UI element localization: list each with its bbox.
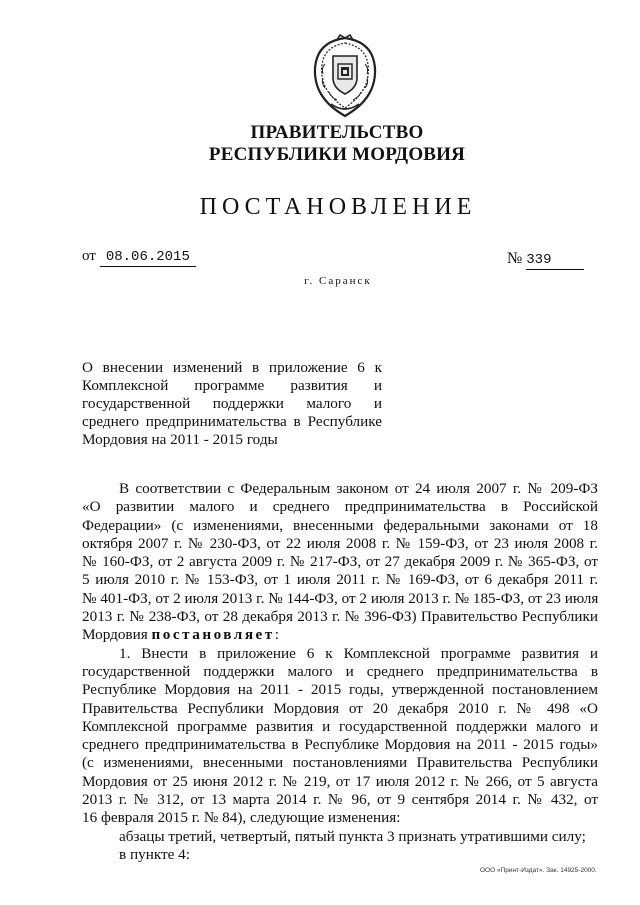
- body-line: Комплексной программе развития и государственной поддержки малого и: [82, 717, 598, 735]
- document-subject: [82, 359, 382, 449]
- date-block: [82, 246, 196, 267]
- body-line: среднего предпринимательства в Республике Мордовия на 2011 - 2015 годы»: [82, 736, 598, 754]
- document-type: ПОСТАНОВЛЕНИЕ: [199, 194, 477, 220]
- body-line: № 401-ФЗ, от 2 июля 2013 г. № 144-ФЗ, от 2 июля 2013 г. № 185-ФЗ, от 23 июля: [82, 589, 599, 607]
- coat-of-arms-icon: [309, 34, 381, 120]
- body-line: Правительства Республики Мордовия от 20 декабря 2010 г. № 498 «О: [82, 699, 598, 717]
- body-line: Федерации» (с изменениями, внесенными федеральными законами от 18: [82, 516, 598, 534]
- body-line: 2013 г. № 312, от 13 марта 2014 г. № 96, от 9 сентября 2014 г. № 432, от: [82, 791, 598, 809]
- organization-title-line1: ПРАВИТЕЛЬСТВО: [250, 122, 424, 143]
- decree-verb: постановляет: [151, 626, 275, 644]
- printer-imprint: ООО «Принт-Издат». Зак. 14925-2000.: [480, 867, 597, 874]
- body-line: государственной поддержки малого и среднего предпринимательства в: [82, 662, 598, 680]
- body-line: № 160-ФЗ, от 2 августа 2009 г. № 217-ФЗ, от 27 декабря 2009 г. № 365-ФЗ, от: [82, 553, 598, 571]
- subject-line: среднего предпринимательства в Республике: [82, 413, 382, 430]
- body-line: в пункте 4:: [119, 845, 190, 863]
- body-line: 5 июля 2010 г. № 153-ФЗ, от 1 июля 2011 г. № 169-ФЗ, от 6 декабря 2011 г.: [82, 571, 598, 589]
- body-line: 2013 г. № 238-ФЗ, от 28 декабря 2013 г. № 396-ФЗ) Правительство Республики: [82, 608, 598, 626]
- body-line: Республике Мордовия на 2011 - 2015 годы, утвержденной постановлением: [82, 681, 598, 699]
- number-block: [507, 249, 584, 270]
- subject-line: государственной поддержки малого и: [82, 395, 382, 412]
- subject-line: Мордовия на 2011 - 2015 годы: [82, 431, 278, 448]
- document-body: [82, 480, 598, 864]
- subject-line: О внесении изменений в приложение 6 к: [82, 359, 382, 376]
- body-line: «О развитии малого и среднего предпринимательства в Российской: [82, 498, 598, 516]
- document-date: 08.06.2015: [100, 249, 196, 267]
- subject-line: Комплексной программе развития и: [82, 377, 382, 394]
- decree-suffix: :: [274, 626, 279, 644]
- body-line: 1. Внести в приложение 6 к Комплексной программе развития и: [119, 644, 598, 662]
- body-line: октября 2007 г. № 230-ФЗ, от 22 июля 2008 г. № 159-ФЗ, от 23 июля 2008 г.: [82, 534, 598, 552]
- date-prefix: от: [82, 248, 96, 264]
- body-line-decree: [82, 626, 598, 644]
- document-number: 339: [526, 252, 584, 270]
- body-line: 16 февраля 2015 г. № 84), следующие изменения:: [82, 809, 401, 827]
- number-prefix: №: [507, 250, 523, 267]
- body-line: (с изменениями, внесенными постановлениями Правительства Республики: [82, 754, 598, 772]
- body-line: абзацы третий, четвертый, пятый пункта 3 признать утратившими силу;: [119, 827, 586, 845]
- body-line: Мордовия от 25 июня 2012 г. № 219, от 17 июля 2012 г. № 266, от 5 августа: [82, 772, 598, 790]
- city-name: г. Саранск: [304, 275, 372, 287]
- decree-prefix: Мордовия: [82, 626, 152, 644]
- organization-title-line2: РЕСПУБЛИКИ МОРДОВИЯ: [208, 144, 466, 165]
- body-line: В соответствии с Федеральным законом от 24 июля 2007 г. № 209-ФЗ: [119, 480, 598, 497]
